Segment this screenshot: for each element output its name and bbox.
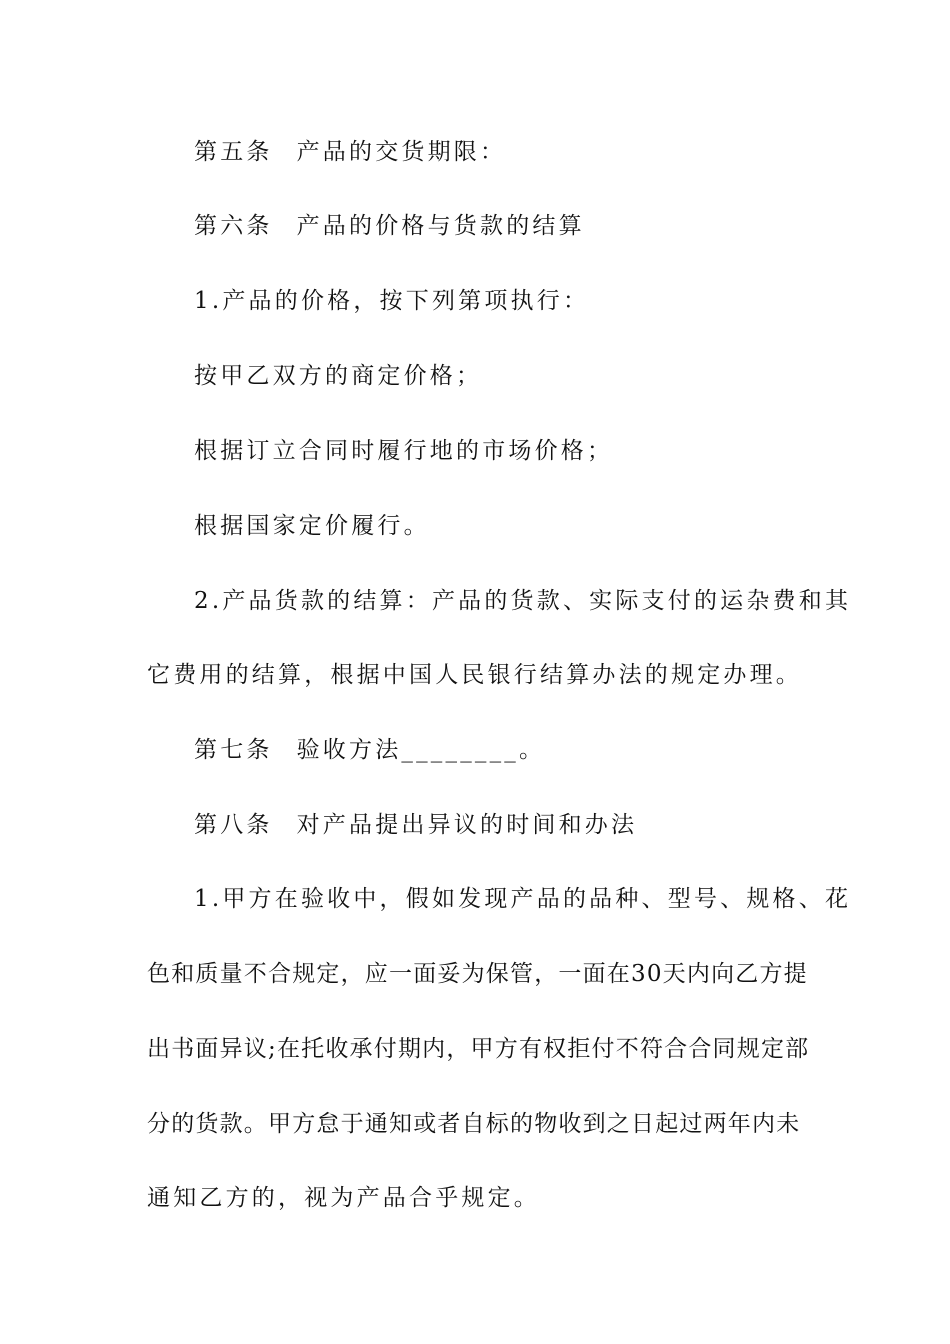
article-5-title: 产品的交货期限： (296, 139, 507, 165)
article-6-line (194, 211, 864, 241)
objection-clause-line-2: 色和质量不合规定，应一面妥为保管，一面在30天内向乙方提 (147, 961, 808, 987)
settlement-clause-line-2: 它费用的结算，根据中国人民银行结算办法的规定办理。 (147, 662, 802, 688)
article-5-line (194, 137, 864, 167)
price-clause-line: 1.产品的价格，按下列第项执行： (194, 288, 590, 314)
article-8-title: 对产品提出异议的时间和办法 (296, 812, 638, 838)
article-7-text: 验收方法________。 (296, 737, 546, 763)
article-8-line (194, 810, 864, 840)
price-option-market: 根据订立合同时履行地的市场价格； (194, 438, 614, 464)
objection-clause-line-3: 出书面异议;在托收承付期内，甲方有权拒付不符合合同规定部 (147, 1036, 810, 1062)
price-option-state: 根据国家定价履行。 (194, 513, 430, 539)
article-7-label: 第七条 (194, 737, 273, 763)
article-8-label: 第八条 (194, 812, 273, 838)
article-7-line (194, 735, 864, 765)
objection-clause-line-5: 通知乙方的，视为产品合乎规定。 (147, 1185, 540, 1211)
settlement-clause-line-1: 2.产品货款的结算：产品的货款、实际支付的运杂费和其 (194, 588, 852, 614)
article-6-title: 产品的价格与货款的结算 (296, 213, 585, 239)
objection-clause-line-1: 1.甲方在验收中，假如发现产品的品种、型号、规格、花 (194, 886, 852, 912)
article-5-label: 第五条 (194, 139, 273, 165)
article-6-label: 第六条 (194, 213, 273, 239)
price-option-agreed: 按甲乙双方的商定价格； (194, 363, 483, 389)
objection-clause-line-4: 分的货款。甲方怠于通知或者自标的物收到之日起过两年内未 (147, 1111, 801, 1137)
